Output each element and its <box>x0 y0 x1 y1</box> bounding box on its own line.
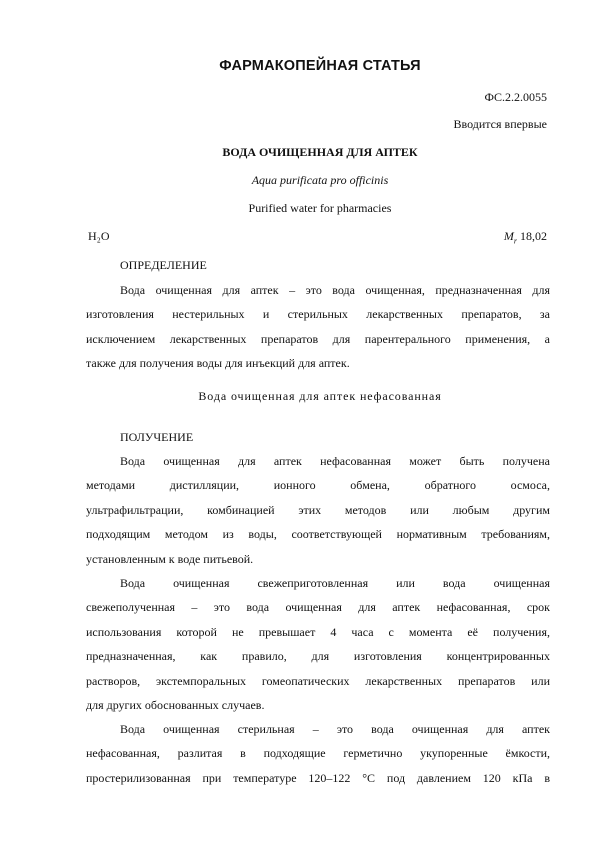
text-line: предназначенная, как правило, для изготовления концентрированных <box>86 649 550 664</box>
text-line: нефасованная, разлитая в подходящие герметично укупоренные ёмкости, <box>86 746 550 761</box>
text-line: ультрафильтрации, комбинацией этих методов или любым другим <box>86 502 550 517</box>
text-line: исключением лекарственных препаратов для парентерального применения, а <box>86 331 550 346</box>
text-line: подходящим методом из воды, соответствующей нормативным требованиям, <box>86 527 550 542</box>
production-paragraph-3 <box>86 717 550 790</box>
text-line: свежеполученная – это вода очищенная для аптек нефасованная, срок <box>86 600 550 615</box>
text-line: методами дистилляции, ионного обмена, обратного осмоса, <box>86 478 550 493</box>
text-line: Вода очищенная для аптек – это вода очищенная, предназначенная для <box>120 283 550 297</box>
mr-subscript: r <box>513 236 517 246</box>
text-line: растворов, экстемпоральных гомеопатических лекарственных препаратов или <box>86 673 550 688</box>
text-line: изготовления нестерильных и стерильных лекарственных препаратов, за <box>86 307 550 322</box>
text-line: также для получения воды для инъекций для аптек. <box>86 356 350 371</box>
subsection-title: Вода очищенная для аптек нефасованная <box>198 389 442 403</box>
mr-label: M <box>503 229 514 243</box>
production-heading: ПОЛУЧЕНИЕ <box>120 430 194 444</box>
text-line: Вода очищенная свежеприготовленная или вода очищенная <box>120 576 550 590</box>
latin-name: Aqua purificata pro officinis <box>251 173 389 187</box>
page-title: ФАРМАКОПЕЙНАЯ СТАТЬЯ <box>219 58 421 74</box>
chemical-formula: H₂O <box>88 229 110 243</box>
definition-paragraph <box>86 278 550 376</box>
monograph-title: ВОДА ОЧИЩЕННАЯ ДЛЯ АПТЕК <box>222 145 418 159</box>
intro-note: Вводится впервые <box>453 117 547 131</box>
text-line: простерилизованная при температуре 120–122 °С под давлением 120 кПа в <box>86 770 550 785</box>
text-line: установленным к воде питьевой. <box>86 551 254 566</box>
text-line: Вода очищенная для аптек нефасованная может быть получена <box>120 454 550 468</box>
mr-value: 18,02 <box>520 229 547 243</box>
text-line: использования которой не превышает 4 часа с момента её получения, <box>86 624 550 639</box>
molecular-mass <box>504 229 547 245</box>
text-line: для других обоснованных случаев. <box>86 697 265 712</box>
text-line: Вода очищенная стерильная – это вода очищенная для аптек <box>120 722 550 736</box>
definition-heading: ОПРЕДЕЛЕНИЕ <box>120 258 207 272</box>
monograph-code: ФС.2.2.0055 <box>484 90 547 104</box>
english-name: Purified water for pharmacies <box>248 201 392 215</box>
production-paragraph-1 <box>86 449 550 571</box>
production-paragraph-2 <box>86 571 550 717</box>
